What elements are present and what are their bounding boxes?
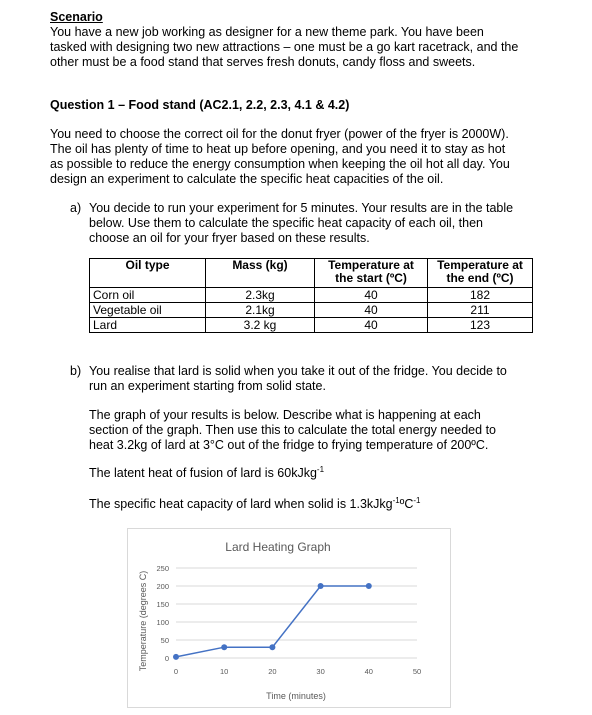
table-cell: 2.3kg <box>206 288 315 303</box>
table-cell: Corn oil <box>90 288 206 303</box>
table-row <box>90 288 533 303</box>
part-b-graph-instructions <box>89 408 534 453</box>
scenario-section <box>50 10 550 70</box>
shc-sup: -1 <box>392 495 400 505</box>
chart-ticks <box>156 564 421 676</box>
latent-heat-sup: -1 <box>316 464 325 474</box>
part-a-line: below. Use them to calculate the specific heat capacity of each oil, then <box>89 216 483 230</box>
question-line: as possible to reduce the energy consumption when keeping the oil hot all day. You <box>50 157 510 171</box>
question-line: The oil has plenty of time to heat up before opening, and you need it to stay as hot <box>50 142 506 156</box>
part-a-line: choose an oil for your fryer based on these results. <box>89 231 370 245</box>
specific-heat-statement <box>89 497 534 512</box>
table-cell: 123 <box>428 318 533 333</box>
x-tick-label: 30 <box>316 667 325 676</box>
question-line: design an experiment to calculate the specific heat capacities of the oil. <box>50 172 444 186</box>
table-cell: 40 <box>315 288 428 303</box>
y-tick-label: 150 <box>156 600 169 609</box>
part-b-line: You realise that lard is solid when you take it out of the fridge. You decide to <box>89 364 507 378</box>
table-cell: 40 <box>315 303 428 318</box>
question-intro <box>50 127 550 187</box>
table-header: Oil type <box>90 259 206 288</box>
x-tick-label: 0 <box>173 667 179 676</box>
y-tick-label: 100 <box>156 618 169 627</box>
part-a-line: You decide to run your experiment for 5 minutes. Your results are in the table <box>89 201 514 215</box>
table-row <box>90 318 533 333</box>
table-cell: Lard <box>90 318 206 333</box>
data-point <box>366 583 372 589</box>
part-b-line: heat 3.2kg of lard at 3°C out of the fridge to frying temperature of 200ºC. <box>89 438 489 452</box>
shc-unit: ºC <box>399 497 414 511</box>
table-row <box>90 303 533 318</box>
table-cell: 182 <box>428 288 533 303</box>
table-cell: 2.1kg <box>206 303 315 318</box>
shc-text: The specific heat capacity of lard when solid is 1.3kJkg <box>89 497 393 511</box>
oil-results-table <box>89 258 533 333</box>
data-point <box>173 654 179 660</box>
y-tick-label: 50 <box>160 636 169 645</box>
x-tick-label: 50 <box>412 667 422 676</box>
chart-grid <box>176 568 417 658</box>
table-header: Temperature at the end (ºC) <box>428 259 533 288</box>
chart-title: Lard Heating Graph <box>225 540 331 554</box>
x-tick-label: 20 <box>268 667 277 676</box>
scenario-title: Scenario <box>50 10 103 24</box>
chart-svg <box>128 529 450 707</box>
scenario-line: You have a new job working as designer for a new theme park. You have been <box>50 25 484 39</box>
x-tick-label: 40 <box>364 667 373 676</box>
question-line: You need to choose the correct oil for the donut fryer (power of the fryer is 2000W). <box>50 127 509 141</box>
table-header: Mass (kg) <box>206 259 315 288</box>
part-b-line: The graph of your results is below. Describe what is happening at each <box>89 408 481 422</box>
part-a-label: a) <box>70 201 82 215</box>
shc-sup: -1 <box>413 495 421 505</box>
table-cell: Vegetable oil <box>90 303 206 318</box>
lard-heating-chart <box>127 528 451 708</box>
question-title: Question 1 – Food stand (AC2.1, 2.2, 2.3, 4.1 & 4.2) <box>50 98 350 112</box>
table-header-row <box>90 259 533 288</box>
x-tick-label: 10 <box>220 667 229 676</box>
part-b-line: run an experiment starting from solid state. <box>89 379 326 393</box>
y-tick-label: 200 <box>156 582 169 591</box>
data-point <box>269 644 275 650</box>
scenario-line: other must be a food stand that serves fresh donuts, candy floss and sweets. <box>50 55 476 69</box>
data-point <box>318 583 324 589</box>
y-axis-label: Temperature (degrees C) <box>138 570 148 672</box>
table-cell: 3.2 kg <box>206 318 315 333</box>
scenario-line: tasked with designing two new attractions – one must be a go kart racetrack, and the <box>50 40 519 54</box>
table-cell: 40 <box>315 318 428 333</box>
y-tick-label: 0 <box>164 654 169 663</box>
x-axis-label: Time (minutes) <box>266 691 326 701</box>
y-tick-label: 250 <box>156 564 169 573</box>
data-point <box>221 644 227 650</box>
table-cell: 211 <box>428 303 533 318</box>
part-b-label: b) <box>70 364 82 378</box>
chart-plot <box>173 583 372 660</box>
part-b-line: section of the graph. Then use this to calculate the total energy needed to <box>89 423 496 437</box>
latent-heat-text: The latent heat of fusion of lard is 60kJkg <box>89 466 317 480</box>
table-header: Temperature at the start (ºC) <box>315 259 428 288</box>
latent-heat-statement <box>89 466 534 481</box>
